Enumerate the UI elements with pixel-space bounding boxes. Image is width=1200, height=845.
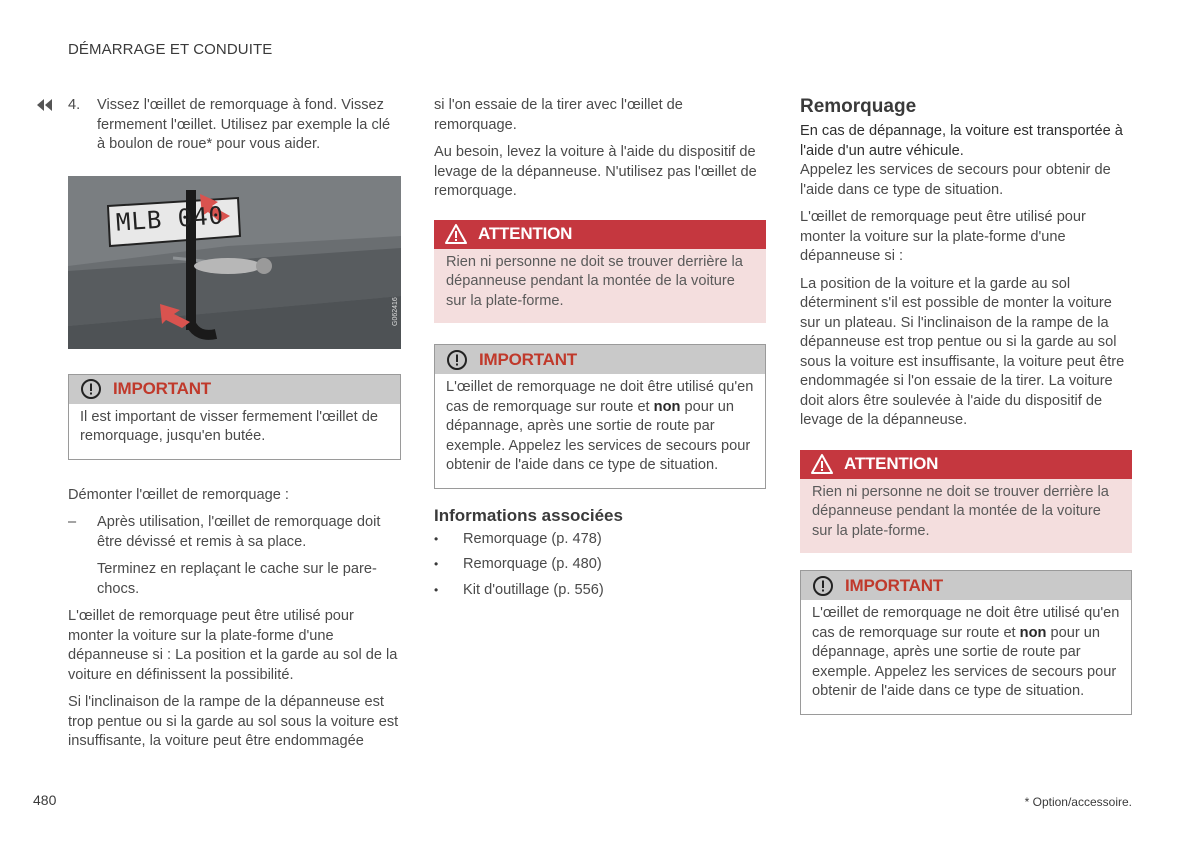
figure-code: G062416 <box>392 296 400 326</box>
tow-eye-illustration <box>68 176 401 349</box>
warning-triangle-icon <box>445 223 467 245</box>
col1-para2: Si l'inclinaison de la rampe de la dépanneuse est trop pentue ou si la garde au sol sous la voiture est insuffisante, la voiture peut être endommagée <box>68 694 399 749</box>
step-number: 4. <box>68 97 81 113</box>
footnote: * Option/accessoire. <box>1024 795 1132 809</box>
important-text-end: pour un dépannage, après une sortie de route par exemple. Appelez les services de secours pour obtenir de l'aide dans ce type de situation. <box>812 624 1117 699</box>
attention-title: ATTENTION <box>478 224 573 244</box>
related-link[interactable]: Kit d'outillage (p. 556) <box>463 581 604 598</box>
step-text: Vissez l'œillet de remorquage à fond. Vissez fermement l'œillet. Utilisez par exemple la clé à boulon de roue* pour vous aider. <box>97 97 391 152</box>
col1-para1: L'œillet de remorquage peut être utilisé pour monter la voiture sur la plate-forme d'une dépanneuse si : La position et la garde au sol de la voiture en définissent la possibilité. <box>68 608 398 683</box>
important-box <box>800 570 1132 715</box>
related-link-item[interactable] <box>434 578 766 604</box>
section-title: DÉMARRAGE ET CONDUITE <box>68 41 273 58</box>
remove-intro: Démonter l'œillet de remorquage : <box>68 486 289 503</box>
related-link[interactable]: Remorquage (p. 478) <box>463 530 602 547</box>
important-header <box>801 571 1131 600</box>
exclamation-circle-icon <box>80 378 102 400</box>
important-title: IMPORTANT <box>479 349 577 369</box>
related-links-list <box>434 527 766 604</box>
attention-box <box>434 220 766 324</box>
related-link-item[interactable] <box>434 527 766 553</box>
remove-step <box>68 513 401 552</box>
bullet-icon: • <box>434 582 439 597</box>
important-text-end: pour un dépannage, après une sortie de route par exemple. Appelez les services de secours pour obtenir de l'aide dans ce type de situation. <box>446 398 751 473</box>
remove-step-note: Terminez en replaçant le cache sur le pare-chocs. <box>97 561 377 597</box>
important-body: Il est important de visser fermement l'œillet de remorquage, jusqu'en butée. <box>80 408 379 444</box>
important-text-bold: non <box>1019 624 1047 641</box>
col3-para3: La position de la voiture et la garde au sol déterminent s'il est possible de monter la voiture sur un plateau. Si l'inclinaison de la rampe de la dépanneuse est trop pentue ou si la garde au sol sous la voiture est insuffisante, la voiture peut être endommagée si l'on essaie de la tirer. La voiture doit alors être soulevée à l'aide du dispositif de levage de la dépanneuse. <box>800 275 1125 428</box>
important-body <box>801 600 1131 714</box>
column-left <box>68 96 401 752</box>
related-info-heading: Informations associées <box>434 505 623 525</box>
attention-title: ATTENTION <box>844 454 939 474</box>
related-link-item[interactable] <box>434 552 766 578</box>
column-right <box>800 96 1132 715</box>
important-header <box>69 375 400 404</box>
important-box <box>434 344 766 489</box>
attention-header <box>434 220 766 249</box>
column-middle <box>434 96 766 603</box>
bullet-icon: • <box>434 557 439 571</box>
page-number: 480 <box>33 792 57 808</box>
bullet-icon: • <box>434 531 439 546</box>
plate-text: MLB 040 <box>115 200 225 237</box>
warning-triangle-icon <box>811 453 833 475</box>
important-text-start: L'œillet de remorquage ne doit être utilisé qu'en cas de remorquage sur route et <box>812 605 1120 641</box>
col3-para2: L'œillet de remorquage peut être utilisé pour monter la voiture sur la plate-forme d'une dépanneuse si : <box>800 209 1086 264</box>
important-box <box>68 374 401 460</box>
step-4 <box>68 96 401 155</box>
attention-box <box>800 450 1132 554</box>
important-header <box>435 345 765 374</box>
dash-marker: – <box>68 514 77 530</box>
lead-text: En cas de dépannage, la voiture est transportée à l'aide d'un autre véhicule. <box>800 123 1123 159</box>
important-title: IMPORTANT <box>845 575 943 595</box>
col3-para1: Appelez les services de secours pour obtenir de l'aide dans ce type de situation. <box>800 162 1111 198</box>
important-title: IMPORTANT <box>113 379 211 399</box>
important-text-bold: non <box>653 398 681 415</box>
col2-para2: Au besoin, levez la voiture à l'aide du dispositif de levage de la dépanneuse. N'utilisez pas l'œillet de remorquage. <box>434 144 757 199</box>
section-heading: Remorquage <box>800 96 917 117</box>
double-chevron-left-icon[interactable] <box>35 97 55 113</box>
related-link[interactable]: Remorquage (p. 480) <box>463 556 602 572</box>
important-body <box>435 374 765 488</box>
important-text-start: L'œillet de remorquage ne doit être utilisé qu'en cas de remorquage sur route et <box>446 379 754 415</box>
attention-body: Rien ni personne ne doit se trouver derrière la dépanneuse pendant la montée de la voiture sur la plate-forme. <box>800 479 1132 554</box>
attention-header <box>800 450 1132 479</box>
attention-body: Rien ni personne ne doit se trouver derrière la dépanneuse pendant la montée de la voiture sur la plate-forme. <box>434 249 766 324</box>
exclamation-circle-icon <box>812 575 834 597</box>
col2-para1: si l'on essaie de la tirer avec l'œillet de remorquage. <box>434 97 683 133</box>
exclamation-circle-icon <box>446 349 468 371</box>
remove-step-text: Après utilisation, l'œillet de remorquage doit être dévissé et remis à sa place. <box>97 514 381 550</box>
